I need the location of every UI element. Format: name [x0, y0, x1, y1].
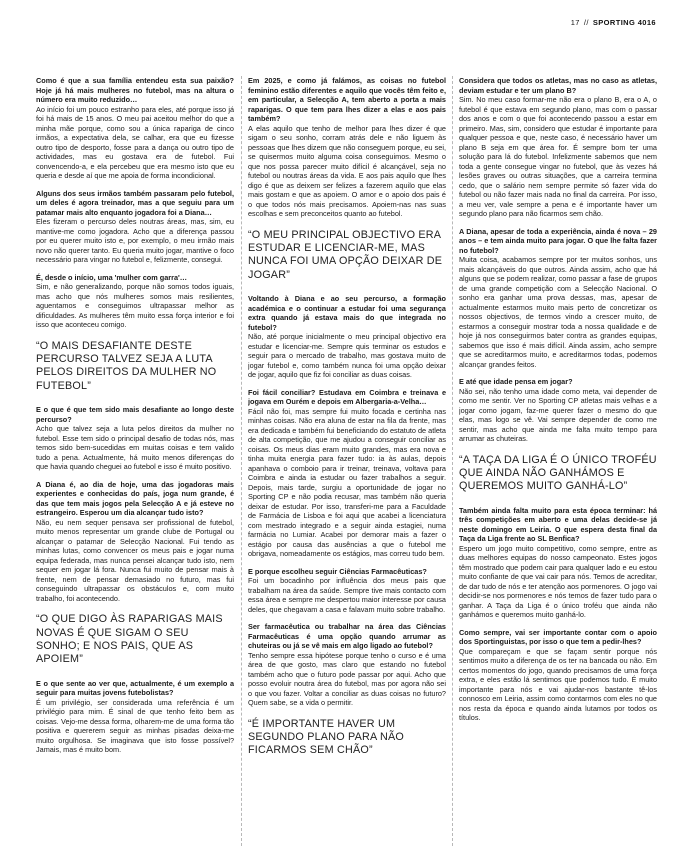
- interview-question: Foi fácil conciliar? Estudava em Coimbra e treinava e jogava em Ourém e depois em Albergaria-a-Velha…: [248, 387, 446, 407]
- column-divider: [452, 76, 453, 846]
- interview-answer: Muita coisa, acabamos sempre por ter muitos sonhos, uns mais alcançáveis do que outros. Ainda assim, acho que há alguns que se podem realizar, como passar a fase de grupos de uma grande competição com a Selecção Nacional. O sonho era ganhar uma prova dessas, mas, apesar de actualmente estarmos muito mais perto de concretizar os nossos objectivos, de termos vindo a crescer muito, de estarmos a conseguir mostrar toda a nossa qualidade e de hoje já nos conseguirmos bater contra as grandes equipas, sabemos que isso é mais difícil. Ainda assim, acho sempre que se acreditarmos muito, e acreditarmos todas, podemos alcançar grandes feitos.: [459, 255, 657, 369]
- interview-answer: Tenho sempre essa hipótese porque tenho o curso e é uma área de que gosto, mas claro que estando no futebol também acho que o futuro pode passar por aqui. Acho que posso evoluir noutra área do futebol, mas por agora não sei o que vou fazer. Voltar a conciliar as duas coisas no futuro? Quem sabe, se a vida o permitir.: [248, 650, 446, 708]
- interview-question: A Diana é, ao dia de hoje, uma das jogadoras mais experientes e conhecidas do país, joga num grande, é das que tem mais jogos pela Selecção A e já esteve no estrangeiro. Esperou um dia alcançar tudo isto?: [36, 479, 234, 518]
- interview-question: Considera que todos os atletas, mas no caso as atletas, deviam estudar e ter um plano B?: [459, 76, 657, 95]
- interview-answer: Foi um bocadinho por influência dos meus pais que trabalham na área da saúde. Sempre tive mais contacto com essa área e sempre me despertou maior interesse por causa deles, que chegavam a casa e falavam muito sobre trabalho.: [248, 576, 446, 614]
- interview-question: E o que é que tem sido mais desafiante ao longo deste percurso?: [36, 405, 234, 424]
- interview-question: Em 2025, e como já falámos, as coisas no futebol feminino estão diferentes e aquilo que vocês têm feito e, em particular, a Selecção A, tem aberto a porta a mais raparigas. O que tem para lhes dizer a elas e aos pais também?: [248, 76, 446, 123]
- interview-question: Ser farmacêutica ou trabalhar na área das Ciências Farmacêuticas é uma opção quando arrumar as chuteiras ou já se vê mais em algo ligado ao futebol?: [248, 622, 446, 651]
- pull-quote: “A TAÇA DA LIGA É O ÚNICO TROFÉU QUE AINDA NÃO GANHÁMOS E QUEREMOS MUITO GANHÁ-LO”: [459, 453, 657, 493]
- interview-answer: Que compareçam e que se façam sentir porque nós sentimos muito a diferença de os ter na bancada ou não. Em certos momentos do jogo, quando precisamos de uma força extra, e eles estão lá sentimos que podemos tudo. É muito importante para nós e vai ajudar-nos bastante tê-los connosco em Leiria, assim como contarmos com eles no que nos resta da época e quando ainda lutamos por todos os títulos.: [459, 646, 657, 723]
- interview-answer: Não sei, não tenho uma idade como meta, vai depender de como me sentir. Ver no Sporting CP atletas mais velhas e a jogar como jogam, faz-me querer fazer o mesmo do que elas, mas logo se vê. Vai sempre depender de como me sentir, mas acho que ainda me falta muito tempo para arrumar as chuteiras.: [459, 386, 657, 443]
- interview-question: Voltando à Diana e ao seu percurso, a formação académica e o continuar a estudar foi uma segurança extra quando já estava mais do que integrada no futebol?: [248, 294, 446, 332]
- magazine-name: SPORTING 4016: [592, 18, 656, 27]
- pull-quote: “O MAIS DESAFIANTE DESTE PERCURSO TALVEZ SEJA A LUTA PELOS DIREITOS DA MULHER NO FUTEBOL”: [36, 339, 217, 392]
- article-column-2: [248, 76, 446, 856]
- page-header: [571, 18, 656, 27]
- interview-answer: Não, até porque inicialmente o meu principal objectivo era estudar e licenciar-me. Sempre quis terminar os estudos e seguir para o mercado de trabalho, mas gostava muito de jogar futebol e, como também nunca foi uma opção deixar de jogar, aquilo que fiz foi conciliar as duas coisas.: [248, 332, 446, 380]
- interview-answer: É um privilégio, ser considerada uma referência é um privilégio para mim. É sinal de que tenho feito bem as coisas. Vejo-me dessa forma, olharem-me de uma forma tão positiva e quererem seguir as minhas pisadas deixa-me muito orgulhosa. Se imaginava que isto fosse possível? Jamais, mas é muito bom.: [36, 697, 234, 755]
- interview-question: A Diana, apesar de toda a experiência, ainda é nova – 29 anos – e tem ainda muito para jogar. O que lhe falta fazer no futebol?: [459, 226, 657, 255]
- article-column-1: [36, 76, 234, 856]
- interview-question: Como sempre, vai ser importante contar com o apoio dos Sportinguistas, por isso o que tem a pedir-lhes?: [459, 627, 657, 647]
- interview-answer: Fácil não foi, mas sempre fui muito focada e certinha nas minhas coisas. Não era aluna de estar na fila da frente, mas era dedicada e também fui beneficiando do estatuto de atleta de alta competição, que me ajudou a conseguir conciliar as coisas. Os meus dias eram muito grandes, mas era nova e tinha muita energia para fazer tudo: ia às aulas, depois apanhava o comboio para ir treinar, treinava, voltava para Coimbra e ainda ia estudar ou fazer trabalhos a seguir. Depois, mais tarde, surgiu a oportunidade de jogar no Sporting CP e não podia recusar, mas também não queria deixar de estudar. Por isso, transferi-me para a Faculdade de Farmácia de Lisboa e foi aqui que acabei a licenciatura com mestrado integrado e a seguir ainda estagiei, numa farmácia no Lumiar. Acabei por demorar mais a fazer o estágio por causa das ausências a que o futebol me obrigava, nomeadamente os estágios, mas correu tudo bem.: [248, 406, 446, 559]
- interview-answer: Sim, e não generalizando, porque não somos todos iguais, mas acho que nós mulheres somos mais resilientes, aguentamos e conseguimos ultrapassar melhor as dificuldades. As mulheres têm muito essa força interior e foi isso que aconteceu comigo.: [36, 282, 234, 329]
- page-number: 17: [570, 18, 580, 27]
- interview-answer: A elas aquilo que tenho de melhor para lhes dizer é que sigam o seu sonho, corram atrás dele e não liguem às pessoas que lhes dizem que não conseguem porque, eu sei, se quisermos muito alguma coisa conseguimos. Mesmo o que nos possa parecer muito difícil é alcançável, seja no futebol ou noutras áreas da vida. E aos pais aquilo que lhes digo é que as deixem ser felizes a fazerem aquilo que elas mais gostam e que as apoiem. O amor e o apoio dos pais é o que todos nós mais precisamos. Apoiem-nas nas suas escolhas e sem preconceitos quanto ao futebol.: [248, 123, 446, 218]
- pull-quote: “O QUE DIGO ÀS RAPARIGAS MAIS NOVAS É QUE SIGAM O SEU SONHO; E NOS PAIS, QUE AS APOIEM”: [36, 613, 223, 666]
- interview-answer: Eles fizeram o percurso deles noutras áreas, mas, sim, eu mantive-me como jogadora. Acho que a diferença passou por eu querer muito isto e, por exemplo, o meu irmão mais novo não querer tanto. Eu queria muito jogar, mantive o foco necessário para vingar no futebol e, felizmente, consegui.: [36, 217, 234, 264]
- interview-answer: Espero um jogo muito competitivo, como sempre, entre as duas melhores equipas do nosso campeonato. Estes jogos têm mostrado que podem cair para qualquer lado e eu estou muito confiante de que vai cair para nós. Temos de acreditar, de dar tudo de nós e ter atenção aos pormenores. O jogo vai decidir-se nos pormenores e nós temos de fazer tudo para o ganhar. A Taça da Liga é o único troféu que ainda não ganhámos e queremos muito ganhá-lo.: [459, 543, 657, 620]
- interview-question: Alguns dos seus irmãos também passaram pelo futebol, um deles é agora treinador, mas a que seguiu para um patamar mais alto enquanto jogadora foi a Diana…: [36, 188, 234, 217]
- interview-answer: Acho que talvez seja a luta pelos direitos da mulher no futebol. Esse tem sido o principal desafio de todas nós, mas temos sido bem-sucedidas em muitas coisas e tem valido tudo a pena. Actualmente, há muito menos diferenças do que havia quando cheguei ao futebol e isso é muito positivo.: [36, 424, 234, 472]
- interview-answer: Sim. No meu caso formar-me não era o plano B, era o A, o futebol é que estava em segundo plano, mas com o passar dos anos e com o que foi acontecendo passou a estar em primeiro. Mas, sim, considero que estudar é importante para qualquer pessoa e que, neste caso, é necessário haver um plano B seja em que área for. É sempre bom ter uma solução para lá do futebol. Infelizmente sabemos que nem toda a gente consegue vingar no futebol, que às vezes há lesões graves ou outras situações, que a carreira termina cedo, que o salário nem sempre permite só fazer vida do futebol ou não fazer mais nada no final da carreira. Por isso, a meu ver, vale sempre a pena e é importante haver um segundo plano para não ficarmos sem chão.: [459, 95, 657, 218]
- pull-quote: “É IMPORTANTE HAVER UM SEGUNDO PLANO PARA NÃO FICARMOS SEM CHÃO”: [248, 717, 404, 757]
- pull-quote: “O MEU PRINCIPAL OBJECTIVO ERA ESTUDAR E LICENCIAR-ME, MAS NUNCA FOI UMA OPÇÃO DEIXAR DE JOGAR”: [248, 228, 443, 281]
- interview-question: É, desde o início, uma 'mulher com garra'…: [36, 272, 188, 282]
- header-separator: //: [583, 18, 589, 27]
- interview-question: E o que sente ao ver que, actualmente, é um exemplo a seguir para muitas jovens futebolistas?: [36, 678, 234, 698]
- interview-question: Como é que a sua família entendeu esta sua paixão? Hoje já há mais mulheres no futebol, mas na altura o número era muito reduzido…: [36, 76, 234, 104]
- article-column-3: [459, 76, 657, 856]
- interview-answer: Não, eu nem sequer pensava ser profissional de futebol, muito menos representar um grande clube de Portugal ou alcançar o patamar de Selecção Nacional. Fui tendo as minhas lutas, como convencer os meus pais e jogar numa equipa federada, mas nunca pensei alcançar tudo isto, nem sequer em jogar lá fora. Nunca fui muito de pensar mais à frente, nem de pensar demasiado no futuro, mas fui conseguindo ultrapassar os obstáculos e, com muito trabalho, foi acontecendo.: [36, 517, 234, 603]
- interview-question: E até que idade pensa em jogar?: [459, 377, 573, 386]
- interview-answer: Ao início foi um pouco estranho para eles, até porque isso já foi há mais de 15 anos. O meu pai aceitou melhor do que a minha mãe porque, como sou a única rapariga de cinco irmãos, a expectativa dela, se calhar, era que eu fizesse outro tipo de desporto, fosse para a dança ou outro tipo de actividades, mas eu gostava era de futebol. Fui convencendo-a, e ela percebeu que era mesmo isto que eu queria e desde aí que me apoia de forma incondicional.: [36, 104, 234, 180]
- interview-question: E porque escolheu seguir Ciências Farmacêuticas?: [248, 566, 427, 576]
- interview-question: Também ainda falta muito para esta época terminar: há três competições em aberto e uma delas decide-se já neste domingo em Leiria. O que espera desta final da Taça da Liga frente ao SL Benfica?: [459, 505, 657, 544]
- column-divider: [241, 76, 242, 846]
